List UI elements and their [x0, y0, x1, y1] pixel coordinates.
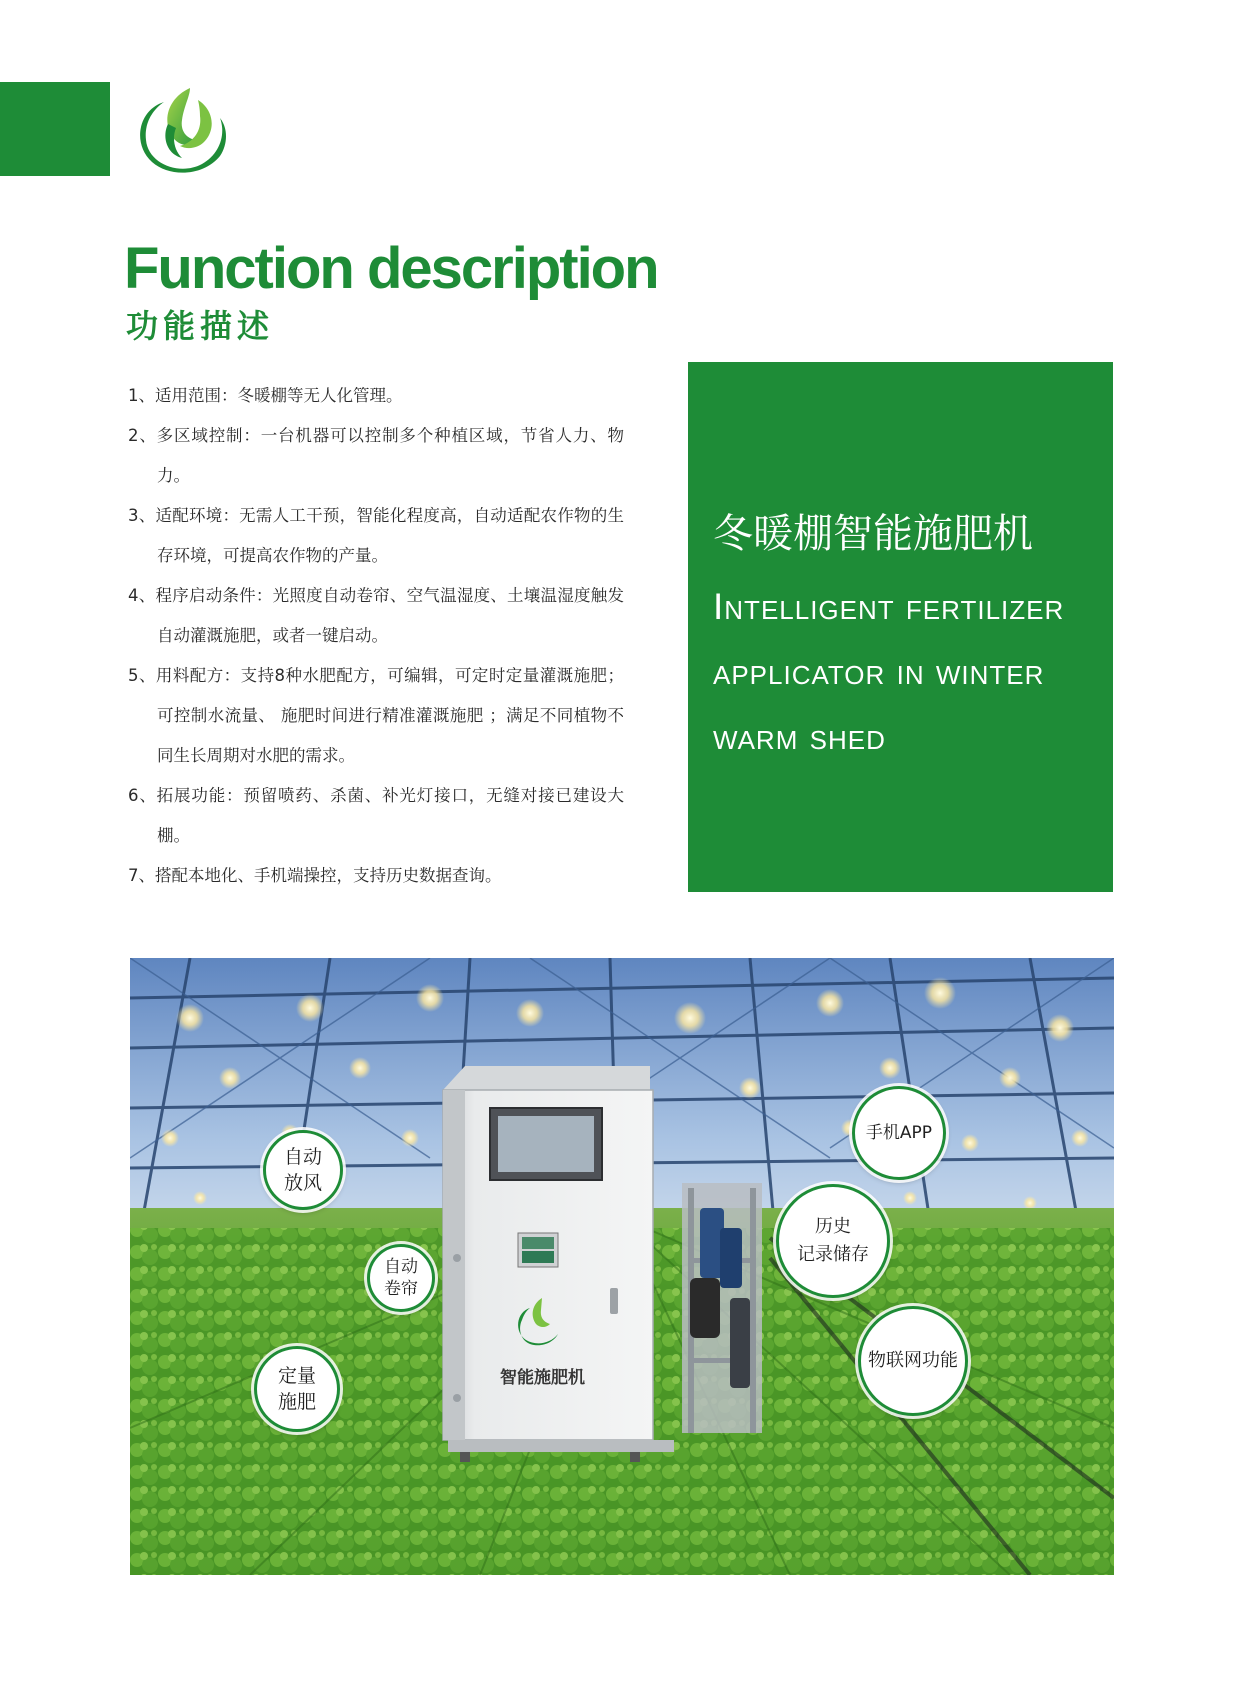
page-title-cn: 功能描述 — [126, 307, 275, 345]
product-title-en: Intelligent fertilizer applicator in winter warm shed — [713, 586, 1065, 757]
feature-bubble-auto-vent: 自动 放风 — [263, 1130, 343, 1210]
feature-item-4: 4、程序启动条件：光照度自动卷帘、空气温湿度、土壤温湿度触发自动灌溉施肥，或者一键启动。 — [128, 586, 624, 645]
irrigation-rack — [682, 1183, 762, 1433]
feature-bubble-quantitative-fertilizing: 定量 施肥 — [254, 1346, 340, 1432]
feature-bubble-auto-curtain: 自动 卷帘 — [367, 1244, 435, 1312]
feature-list — [128, 376, 624, 896]
page-title-en: Function description — [124, 236, 658, 301]
feature-bubble-history-storage: 历史 记录储存 — [776, 1184, 890, 1298]
feature-item-1: 1、适用范围：冬暖棚等无人化管理。 — [128, 386, 403, 405]
feature-item-3: 3、适配环境：无需人工干预，智能化程度高，自动适配农作物的生存环境，可提高农作物的产量。 — [128, 506, 624, 565]
product-title-cn: 冬暖棚智能施肥机 — [713, 511, 1033, 557]
brand-logo-icon — [128, 84, 234, 180]
machine-label: 智能施肥机 — [500, 1368, 585, 1388]
fertilizer-machine — [443, 1066, 674, 1462]
feature-item-7: 7、搭配本地化、手机端操控，支持历史数据查询。 — [128, 866, 502, 885]
product-title-panel — [688, 362, 1113, 892]
greenhouse-illustration — [130, 958, 1114, 1575]
greenhouse-photo — [130, 958, 1114, 1575]
corner-accent-block — [0, 82, 110, 176]
feature-bubble-mobile-app: 手机APP — [852, 1086, 946, 1180]
feature-item-2: 2、多区域控制：一台机器可以控制多个种植区域，节省人力、物力。 — [128, 426, 624, 485]
feature-bubble-iot: 物联网功能 — [858, 1306, 968, 1416]
feature-item-6: 6、拓展功能：预留喷药、杀菌、补光灯接口，无缝对接已建设大棚。 — [128, 786, 624, 845]
feature-item-5: 5、用料配方：支持8种水肥配方，可编辑，可定时定量灌溉施肥；可控制水流量、 施肥时间进行精准灌溉施肥 ；满足不同植物不同生长周期对水肥的需求。 — [128, 666, 624, 765]
